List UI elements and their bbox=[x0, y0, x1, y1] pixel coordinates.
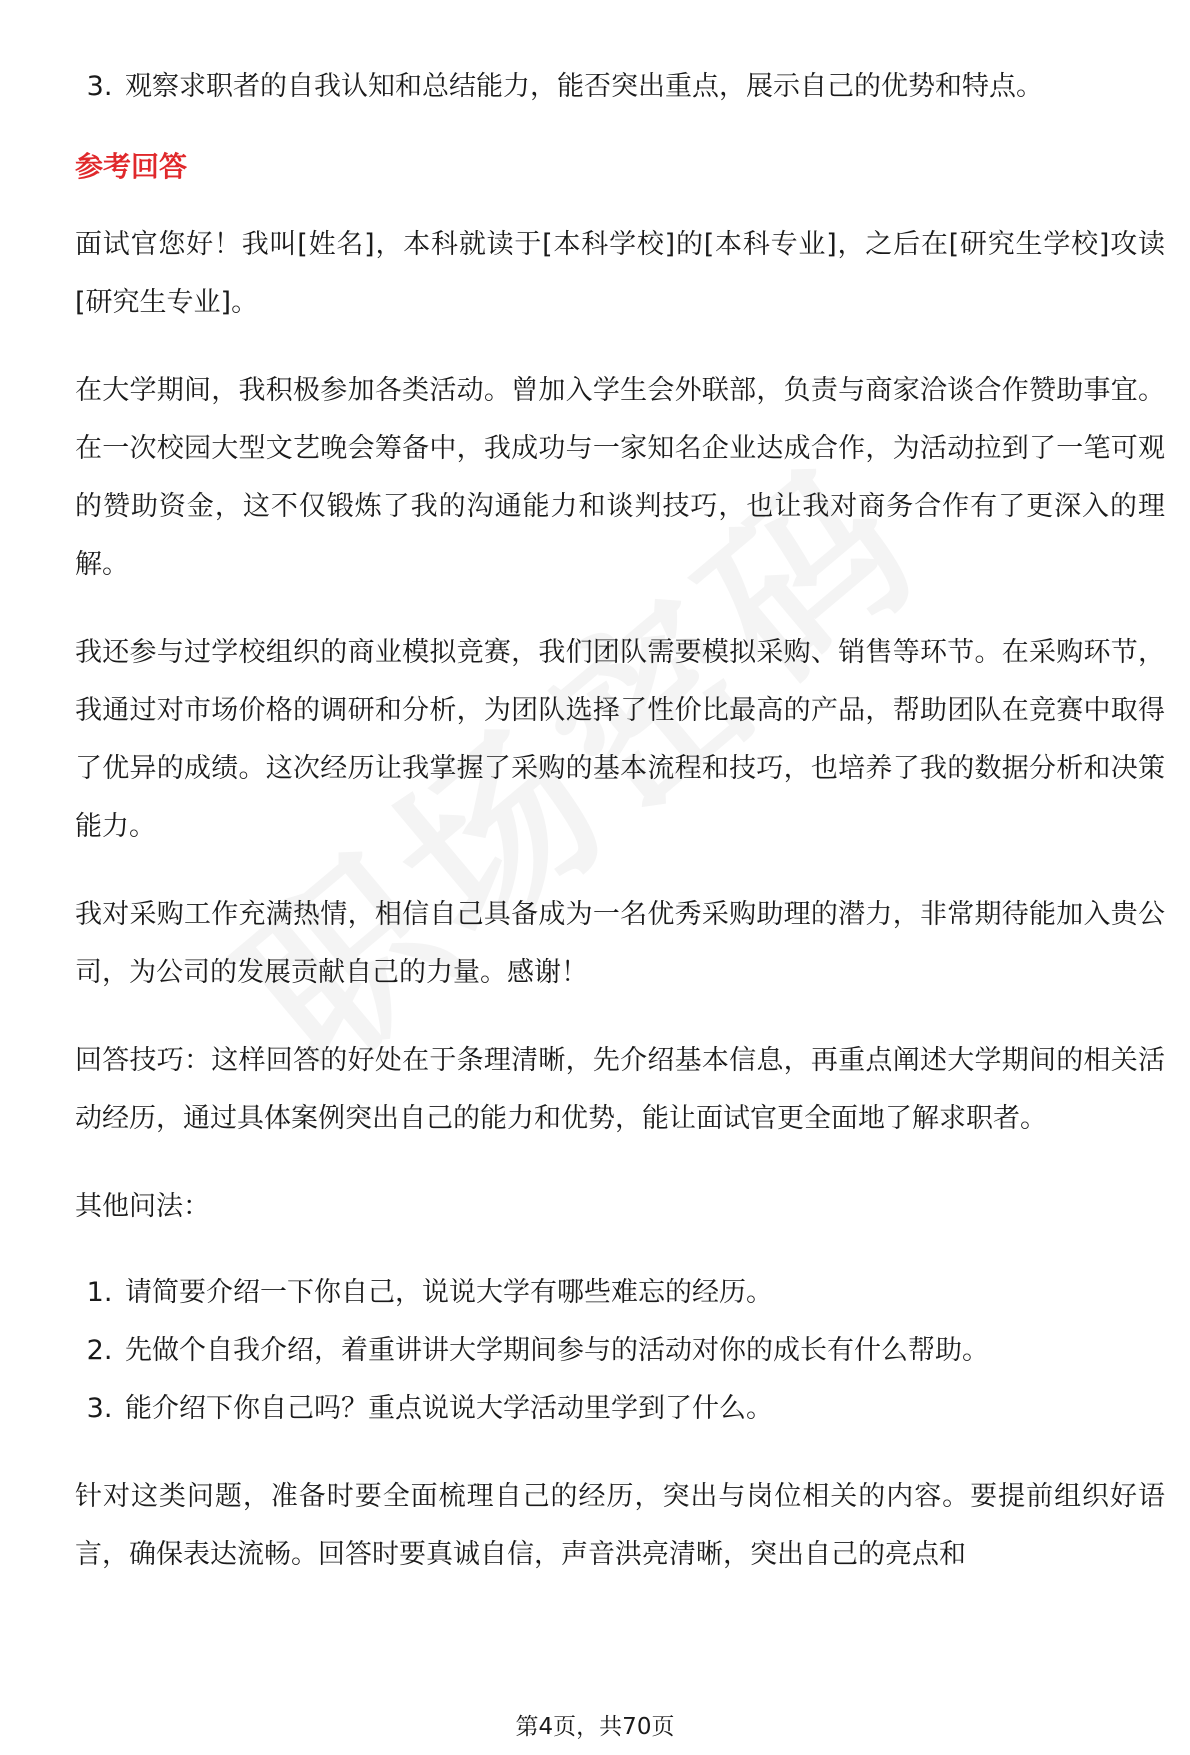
page-number: 第4页，共70页 bbox=[515, 1714, 675, 1740]
answer-heading: 参考回答 bbox=[75, 150, 188, 183]
paragraph-activities: 在大学期间，我积极参加各类活动。曾加入学生会外联部，负责与商家洽谈合作赞助事宜。在一次校园大型文艺晚会筹备中，我成功与一家知名企业达成合作，为活动拉到了一笔可观的赞助资金，这不仅锻炼了我的沟通能力和谈判技巧，也让我对商务合作有了更深入的理解。 bbox=[75, 375, 1165, 580]
document-body bbox=[75, 58, 1165, 1614]
paragraph-intro: 面试官您好！我叫[姓名]，本科就读于[本科学校]的[本科专业]，之后在[研究生学校]攻读[研究生专业]。 bbox=[75, 229, 1165, 318]
intro-list bbox=[75, 58, 1165, 116]
paragraph-answer-tips: 回答技巧：这样回答的好处在于条理清晰，先介绍基本信息，再重点阐述大学期间的相关活动经历，通过具体案例突出自己的能力和优势，能让面试官更全面地了解求职者。 bbox=[75, 1045, 1165, 1134]
list-item: 1. 请简要介绍一下你自己，说说大学有哪些难忘的经历。 bbox=[121, 1264, 1165, 1322]
list-item: 3. 能介绍下你自己吗？重点说说大学活动里学到了什么。 bbox=[121, 1380, 1165, 1438]
other-questions-list bbox=[75, 1264, 1165, 1438]
paragraph-preparation: 针对这类问题，准备时要全面梳理自己的经历，突出与岗位相关的内容。要提前组织好语言，确保表达流畅。回答时要真诚自信，声音洪亮清晰，突出自己的亮点和 bbox=[75, 1481, 1165, 1570]
list-item: 3. 观察求职者的自我认知和总结能力，能否突出重点，展示自己的优势和特点。 bbox=[121, 58, 1165, 116]
paragraph-closing-statement: 我对采购工作充满热情，相信自己具备成为一名优秀采购助理的潜力，非常期待能加入贵公司，为公司的发展贡献自己的力量。感谢！ bbox=[75, 899, 1165, 988]
paragraph-competition: 我还参与过学校组织的商业模拟竞赛，我们团队需要模拟采购、销售等环节。在采购环节，我通过对市场价格的调研和分析，为团队选择了性价比最高的产品，帮助团队在竞赛中取得了优异的成绩。这次经历让我掌握了采购的基本流程和技巧，也培养了我的数据分析和决策能力。 bbox=[75, 637, 1165, 842]
other-questions-label: 其他问法： bbox=[75, 1191, 210, 1222]
list-item: 2. 先做个自我介绍，着重讲讲大学期间参与的活动对你的成长有什么帮助。 bbox=[121, 1322, 1165, 1380]
